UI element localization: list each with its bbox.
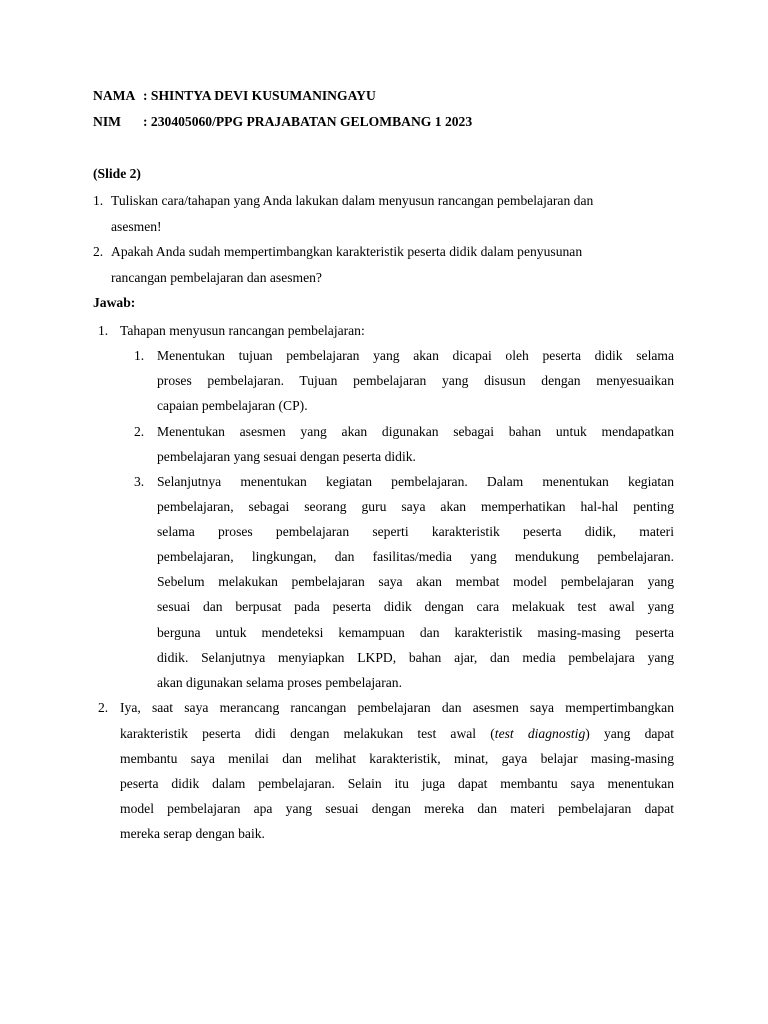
nim-value: : 230405060/PPG PRAJABATAN GELOMBANG 1 2023	[143, 114, 473, 129]
nim-label: NIM	[93, 114, 121, 129]
answer-label: Jawab:	[93, 295, 136, 310]
step-1-number: 1.	[134, 348, 145, 363]
answer-2-line-2	[120, 725, 674, 743]
answer-2-line-2-italic: test diagnostig	[494, 726, 586, 741]
step-3-line-5: Sebelum melakukan pembelajaran saya akan membat model pembelajaran yang	[157, 574, 674, 589]
question-2-number: 2.	[93, 244, 104, 259]
nama-label: NAMA	[93, 88, 136, 103]
step-3-number: 3.	[134, 474, 145, 489]
step-3-line-1: Selanjutnya menentukan kegiatan pembelajaran. Dalam menentukan kegiatan	[157, 474, 674, 489]
answer-2-line-2-pre: karakteristik peserta didi dengan melakukan test awal (	[120, 726, 495, 741]
answer-2-line-2-post: ) yang dapat	[585, 726, 675, 741]
step-1-line-2: proses pembelajaran. Tujuan pembelajaran yang disusun dengan menyesuaikan	[157, 373, 674, 388]
question-2-line-1: Apakah Anda sudah mempertimbangkan karakteristik peserta didik dalam penyusunan	[111, 244, 583, 259]
answer-2-line-4: peserta didik dalam pembelajaran. Selain itu juga dapat membantu saya menentukan	[120, 776, 674, 791]
step-2-number: 2.	[134, 424, 145, 439]
step-3-line-4: pembelajaran, lingkungan, dan fasilitas/media yang mendukung pembelajaran.	[157, 549, 674, 564]
answer-2-line-6: mereka serap dengan baik.	[120, 826, 265, 841]
answer-2-line-5: model pembelajaran apa yang sesuai dengan mereka dan materi pembelajaran dapat	[120, 801, 674, 816]
slide-label: (Slide 2)	[93, 166, 141, 181]
step-3-line-2: pembelajaran, sebagai seorang guru saya akan memperhatikan hal-hal penting	[157, 499, 674, 514]
question-1-number: 1.	[93, 193, 104, 208]
answer-2-line-1: Iya, saat saya merancang rancangan pembelajaran dan asesmen saya mempertimbangkan	[120, 700, 674, 715]
step-2-line-1: Menentukan asesmen yang akan digunakan sebagai bahan untuk mendapatkan	[157, 424, 674, 439]
step-2-line-2: pembelajaran yang sesuai dengan peserta didik.	[157, 449, 416, 464]
question-2-line-2: rancangan pembelajaran dan asesmen?	[111, 270, 322, 285]
question-1-line-1: Tuliskan cara/tahapan yang Anda lakukan dalam menyusun rancangan pembelajaran dan	[111, 193, 594, 208]
answer-2-line-3: membantu saya menilai dan melihat karakteristik, minat, gaya belajar masing-masing	[120, 751, 674, 766]
step-3-line-7: berguna untuk mendeteksi kemampuan dan karakteristik masing-masing peserta	[157, 625, 674, 640]
nama-value: : SHINTYA DEVI KUSUMANINGAYU	[143, 88, 376, 103]
step-3-line-6: sesuai dan berpusat pada peserta didik dengan cara melakuak test awal yang	[157, 599, 674, 614]
step-1-line-1: Menentukan tujuan pembelajaran yang akan dicapai oleh peserta didik selama	[157, 348, 674, 363]
step-3-line-3: selama proses pembelajaran seperti karakteristik peserta didik, materi	[157, 524, 674, 539]
answer-1-number: 1.	[98, 323, 109, 338]
step-3-line-9: akan digunakan selama proses pembelajaran.	[157, 675, 402, 690]
question-1-line-2: asesmen!	[111, 219, 162, 234]
step-3-line-8: didik. Selanjutnya menyiapkan LKPD, bahan ajar, dan media pembelajara yang	[157, 650, 674, 665]
answer-1-title: Tahapan menyusun rancangan pembelajaran:	[120, 323, 365, 338]
step-1-line-3: capaian pembelajaran (CP).	[157, 398, 308, 413]
answer-2-number: 2.	[98, 700, 109, 715]
